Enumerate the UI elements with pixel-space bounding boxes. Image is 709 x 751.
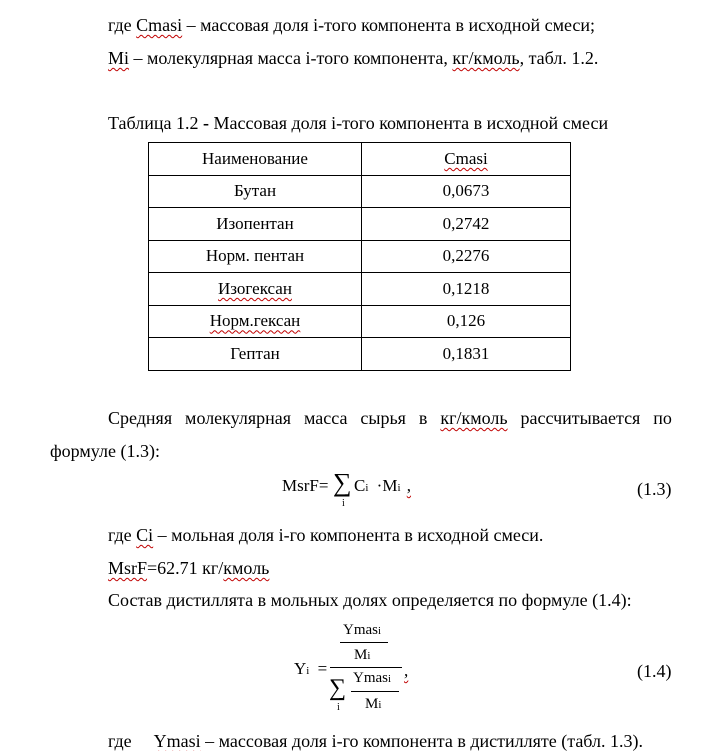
word: сырья [360,408,406,428]
text: где [108,731,132,751]
text-line-cmasi [108,15,595,35]
formula-comma [404,661,408,681]
term-c: C [354,476,366,495]
dot: · [376,476,383,495]
formula-number: (1.4) [637,661,672,681]
table-row [149,273,571,306]
mass-fraction-table [148,142,571,371]
formula-number: (1.3) [637,479,672,499]
header-name: Наименование [149,143,362,176]
text-line-ci [108,525,543,545]
lhs: Y [294,659,307,678]
text: – массовая доля i-того компонента в исходной смеси; [182,15,596,35]
cell-name-text: Норм.гексан [209,311,301,331]
cell-name [149,273,362,306]
cell-value: 0,2742 [362,208,571,241]
text: , табл. 1.2. [519,48,599,68]
word: масса [303,408,348,428]
sum-symbol: ∑ [333,468,352,497]
paragraph-line [108,408,672,428]
unit: кмоль [223,558,270,578]
paragraph-line: формуле (1.3): [50,441,160,461]
cell-name: Изопентан [149,208,362,241]
cell-value: 0,1218 [362,273,571,306]
word: рассчитывается [520,408,641,428]
ymas: Ymas [343,622,378,638]
term-m: M [382,476,398,495]
formula-terms [354,476,411,498]
caption-dash: - [202,113,209,133]
text-line-mi [108,48,598,68]
text-line-ymasi [108,731,643,751]
formula-lhs: MsrF= [282,476,329,495]
cell-name: Гептан [149,338,362,371]
cell-value: 0,0673 [362,175,571,208]
m: M [365,696,379,712]
sum-index: i [342,498,345,509]
cell-value: 0,1831 [362,338,571,371]
text-line-distillate: Состав дистиллята в мольных долях определяется по формуле (1.4): [108,590,632,610]
fraction-bar [351,691,399,692]
symbol-cmasi: Cmasi [136,15,183,35]
header-cmasi-label: Cmasi [444,148,488,168]
word-unit: кг/кмоль [440,408,508,428]
ymas: Ymas [353,670,388,686]
formula-1-3 [282,476,328,496]
cell-name: Бутан [149,175,362,208]
den-bottom [365,696,381,713]
comma: , [404,661,409,680]
caption-prefix: Таблица 1.2 [108,113,203,133]
unit-kmol: кг/кмоль [452,48,520,68]
sub: i [306,665,310,677]
sub: i [397,482,401,494]
word: Средняя [108,408,173,428]
sum-index: i [337,702,340,713]
symbol-mi: Mi [108,48,130,68]
cell-value: 0,2276 [362,240,571,273]
table-caption [108,113,608,133]
main-fraction-bar [330,667,402,668]
table-row [149,175,571,208]
word: в [418,408,428,428]
sub: i [378,699,382,711]
table-row [149,208,571,241]
sum-symbol: ∑ [329,675,347,701]
header-cmasi [362,143,571,176]
cell-name [149,305,362,338]
word: по [653,408,672,428]
den-top [353,670,391,687]
symbol-ymasi: Ymasi [153,731,201,751]
symbol-ci: Ci [136,525,154,545]
fraction-bar [340,642,388,643]
num-top [343,622,381,639]
table-row [149,240,571,273]
table-row [149,338,571,371]
table-header-row [149,143,571,176]
m: M [354,647,368,663]
symbol-msrf: MsrF [108,558,148,578]
formula-1-4-lhs [294,659,327,681]
text-line-msrf [108,558,269,578]
text: где [108,15,137,35]
cell-name-text: Изогексан [218,278,292,298]
text: – массовая доля i-го компонента в дистилляте (табл. 1.3). [200,731,643,751]
sub: i [367,650,371,662]
sub: i [388,673,392,685]
table-row [149,305,571,338]
word: молекулярная [185,408,292,428]
text: =62.71 кг/ [147,558,224,578]
text: – мольная доля i-го компонента в исходной смеси. [153,525,544,545]
comma: , [406,476,412,495]
text: – молекулярная масса i-того компонента, [129,48,453,68]
sub: i [365,482,369,494]
cell-value: 0,126 [362,305,571,338]
equals: = [317,659,328,678]
text: где [108,525,137,545]
caption-text: Массовая доля i-того компонента в исходной смеси [208,113,609,133]
sub: i [378,625,382,637]
cell-name: Норм. пентан [149,240,362,273]
num-bottom [354,647,370,664]
